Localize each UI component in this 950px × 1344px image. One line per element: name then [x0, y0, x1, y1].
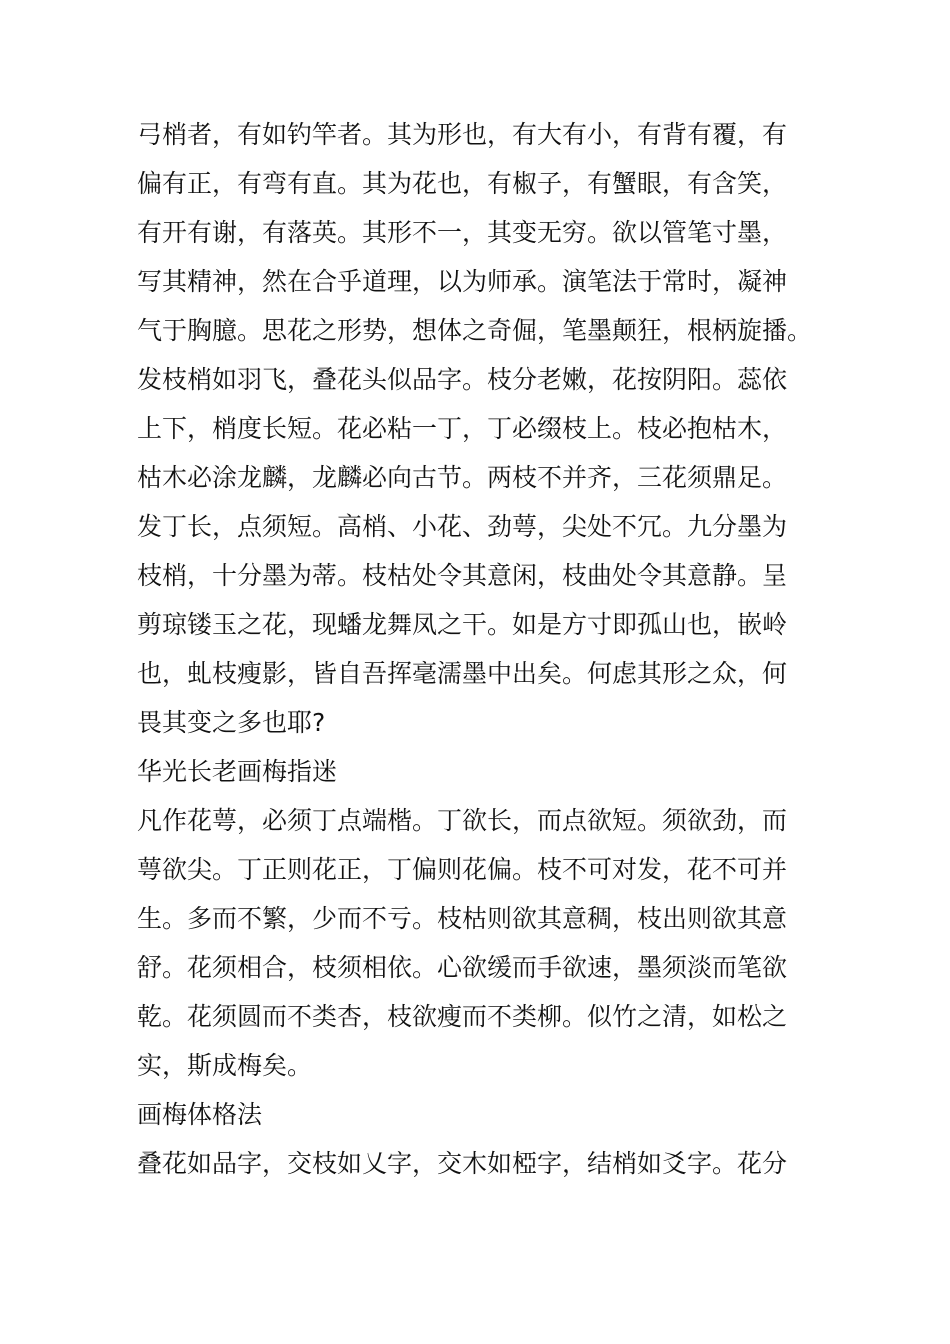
section-heading: 画梅体格法 [137, 1100, 263, 1129]
text-line: 乾。花须圆而不类杏，枝欲瘦而不类柳。似竹之清，如松之 [137, 1002, 788, 1031]
body-text [137, 110, 827, 1188]
text-line: 叠花如品字，交枝如乂字，交木如椏字，结梢如爻字。花分 [137, 1149, 788, 1178]
text-line: 舒。花须相合，枝须相依。心欲缓而手欲速，墨须淡而笔欲 [137, 953, 788, 982]
text-line: 写其精神，然在合乎道理，以为师承。演笔法于常时，凝神 [137, 267, 788, 296]
text-line: 凡作花萼，必须丁点端楷。丁欲长，而点欲短。须欲劲，而 [137, 806, 788, 835]
text-line: 畏其变之多也耶? [137, 708, 326, 737]
text-line: 萼欲尖。丁正则花正，丁偏则花偏。枝不可对发，花不可并 [137, 855, 788, 884]
text-line: 实，斯成梅矣。 [137, 1051, 313, 1080]
text-line: 气于胸臆。思花之形势，想体之奇倔，笔墨颠狂，根柄旋播。 [137, 316, 813, 345]
section-heading: 华光长老画梅指迷 [137, 757, 338, 786]
text-line: 弓梢者，有如钓竿者。其为形也，有大有小，有背有覆，有 [137, 120, 788, 149]
text-line: 有开有谢，有落英。其形不一，其变无穷。欲以管笔寸墨， [137, 218, 788, 247]
text-line: 发丁长，点须短。高梢、小花、劲萼，尖处不冗。九分墨为 [137, 512, 788, 541]
text-line: 生。多而不繁，少而不亏。枝枯则欲其意稠，枝出则欲其意 [137, 904, 788, 933]
text-line: 枯木必涂龙麟，龙麟必向古节。两枝不并齐，三花须鼎足。 [137, 463, 788, 492]
text-line: 枝梢，十分墨为蒂。枝枯处令其意闲，枝曲处令其意静。呈 [137, 561, 788, 590]
text-line: 发枝梢如羽飞，叠花头似品字。枝分老嫩，花按阴阳。蕊依 [137, 365, 788, 394]
text-line: 也，虬枝瘦影，皆自吾挥毫濡墨中出矣。何虑其形之众，何 [137, 659, 788, 688]
text-line: 上下，梢度长短。花必粘一丁，丁必缀枝上。枝必抱枯木， [137, 414, 788, 443]
text-line: 偏有正，有弯有直。其为花也，有椒子，有蟹眼，有含笑， [137, 169, 788, 198]
text-line: 剪琼镂玉之花，现蟠龙舞凤之干。如是方寸即孤山也，嵌岭 [137, 610, 788, 639]
